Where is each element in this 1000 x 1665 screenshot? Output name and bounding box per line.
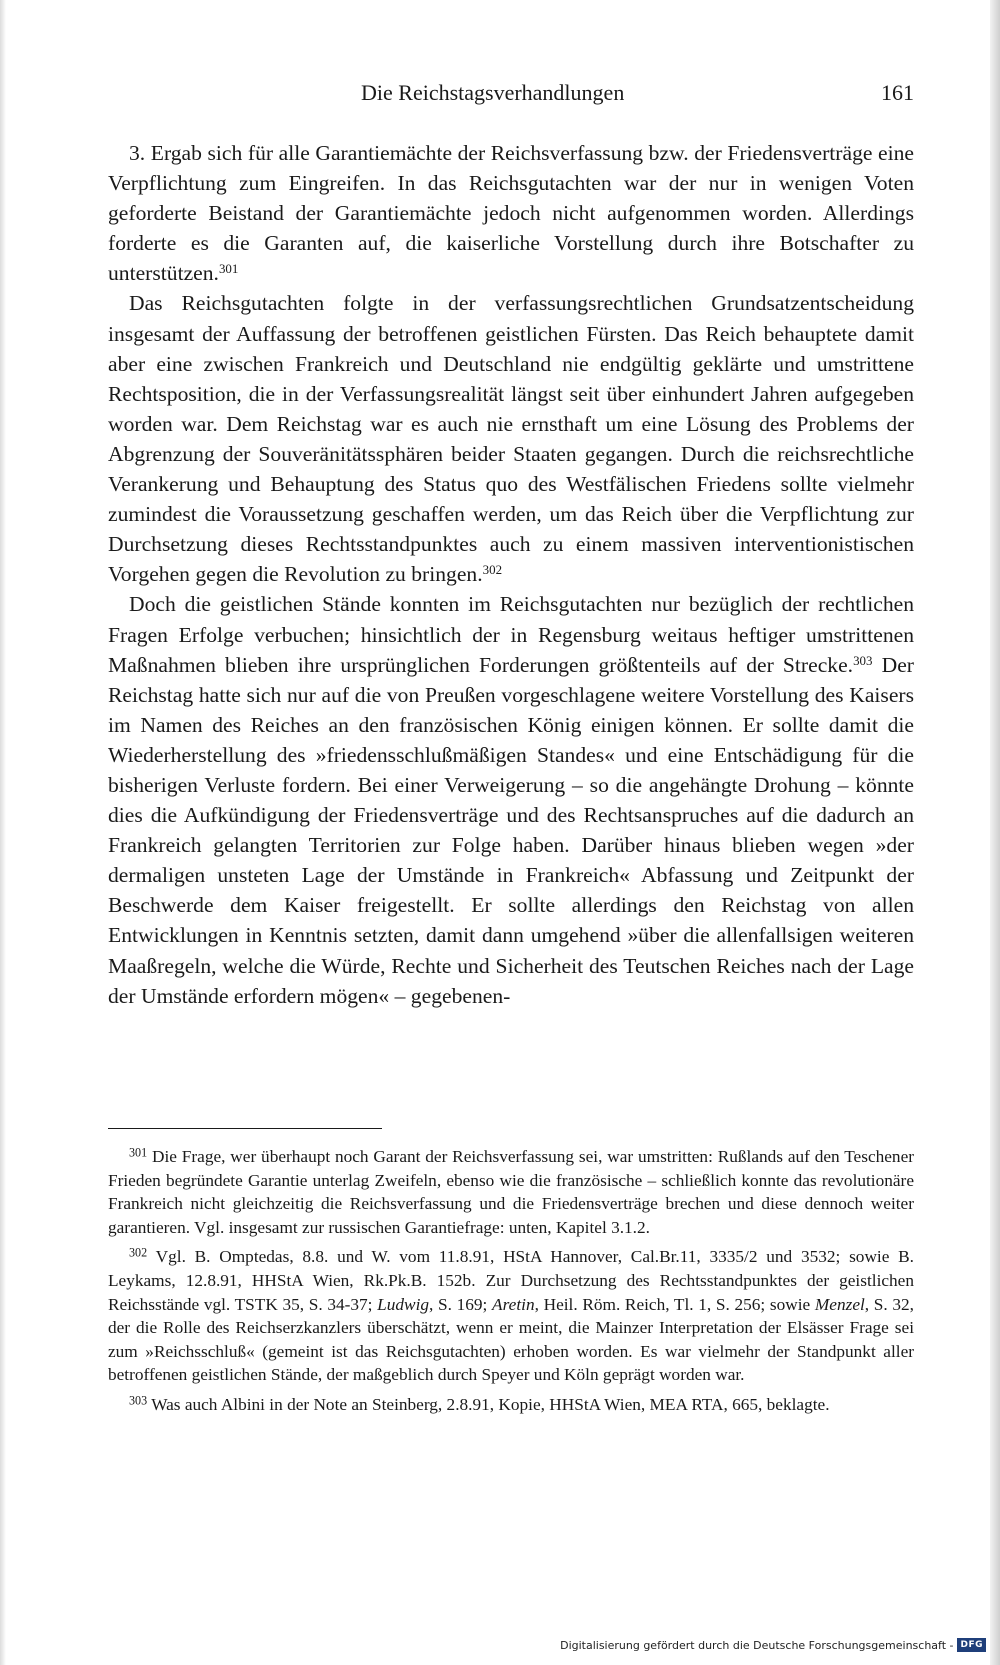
scan-edge-left (0, 0, 6, 1665)
footnote-number: 301 (129, 1145, 148, 1160)
footnote-303 (108, 1393, 914, 1417)
footnote-302 (108, 1245, 914, 1387)
paragraph-1 (108, 138, 914, 288)
page-number: 161 (881, 80, 914, 105)
paragraph-3 (108, 589, 914, 1010)
paragraph-text: 3. Ergab sich für alle Garantiemächte der Reichsverfassung bzw. der Friedensverträge eine Verpflichtung zum Eingreifen. In das Reichsgutachten war der nur in wenigen Voten geforderte Beistand der Garantiemächte jedoch nicht aufgenommen worden. Allerdings forderte es die Garanten auf, die kaiserliche Vorstellung durch ihre Botschafter zu unterstützen. (108, 141, 914, 286)
footnote-divider (108, 1128, 382, 1129)
author-name: Aretin (492, 1294, 535, 1314)
digitization-credit: Digitalisierung gefördert durch die Deutsche Forschungsgemeinschaft - (560, 1638, 954, 1652)
footnote-text: Vgl. B. Omptedas, 8.8. und W. vom 11.8.91, HStA Hannover, Cal.Br.11, 3335/2 und 3532; sowie B. Leykams, 12.8.91, HHStA Wien, Rk.Pk.B. 152b. Zur Durchsetzung des Rechtsstandpunktes der geistlichen Reichsstände vgl. TSTK 35, S. 34-37; (108, 1247, 915, 1314)
footnote-text: Die Frage, wer überhaupt noch Garant der Reichsverfassung sei, war umstritten: Rußlands auf den Teschener Frieden begründete Garantie unterlag Zweifeln, ebenso wie die französische – schließlich konnte das revolutionäre Frankreich nicht gleichzeitig die Reichsverfassung und die Friedensverträge brechen und diese dennoch weiter garantieren. Vgl. insgesamt zur russischen Garantiefrage: unten, Kapitel 3.1.2. (108, 1147, 914, 1237)
footnote-number: 303 (129, 1393, 148, 1408)
dfg-logo-icon: DFG (957, 1638, 986, 1652)
digitization-footer (560, 1635, 986, 1655)
footnotes (108, 1145, 914, 1423)
footnote-ref-303: 303 (853, 652, 873, 668)
footnote-text: , S. 32, der die Rolle des Reichserzkanzlers überschätzt, wenn er meint, die Mainzer Interpretation der Elsässer Frage sei zum »Reichsschluß« (gemeint ist das Reichsgutachten) erhoben worden. Es war vielmehr der Standpunkt aller betroffenen geistlichen Stände, der maßgeblich durch Speyer und Köln geprägt worden war. (108, 1294, 914, 1385)
scan-edge-right (990, 0, 1000, 1665)
running-head-title: Die Reichstagsverhandlungen (361, 80, 625, 105)
running-head (108, 80, 914, 114)
paragraph-text: Doch die geistlichen Stände konnten im Reichsgutachten nur bezüglich der rechtlichen Fragen Erfolge verbuchen; hinsichtlich der in Regensburg weitaus heftiger umstrittenen Maßnahmen blieben ihre ursprünglichen Forderungen größtenteils auf der Strecke. (108, 592, 914, 677)
paragraph-2 (108, 288, 914, 589)
footnote-number: 302 (129, 1245, 148, 1260)
author-name: Menzel (814, 1294, 865, 1314)
footnote-ref-301: 301 (218, 261, 239, 277)
footnote-text: Was auch Albini in der Note an Steinberg, 2.8.91, Kopie, HHStA Wien, MEA RTA, 665, beklagte. (151, 1394, 830, 1414)
footnote-ref-302: 302 (482, 562, 503, 578)
author-name: Ludwig (377, 1294, 430, 1314)
paragraph-text-continued: Der Reichstag hatte sich nur auf die von Preußen vorgeschlagene weitere Vorstellung des Kaisers im Namen des Reiches an den französischen König einigen können. Er sollte damit die Wiederherstellung des »friedensschlußmäßigen Standes« und eine Entschädigung für die bisherigen Verluste fordern. Bei einer Verweigerung – so die angehängte Drohung – könnte dies die Aufkündigung der Friedensverträge und des Rechtsanspruches auf die dadurch an Frankreich gelangten Territorien zur Folge haben. Darüber hinaus blieben wegen »der dermaligen unsteten Lage der Umstände in Frankreich« Abfassung und Zeitpunkt der Beschwerde dem Kaiser freigestellt. Er sollte allerdings den Reichstag von allen Entwicklungen in Kenntnis setzten, damit dann umgehend »über die allenfallsigen weiteren Maaßregeln, welche die Würde, Rechte und Sicherheit des Teutschen Reiches nach der Lage der Umstände erfordern mögen« – gegebenen- (108, 652, 914, 1008)
footnote-text: , Heil. Röm. Reich, Tl. 1, S. 256; sowie (534, 1294, 815, 1314)
paragraph-text: Das Reichsgutachten folgte in der verfassungsrechtlichen Grundsatzentscheidung insgesamt der Auffassung der betroffenen geistlichen Fürsten. Das Reich behauptete damit aber eine zwischen Frankreich und Deutschland nie endgültig geklärte und umstrittene Rechtsposition, die in der Verfassungsrealität längst seit über einhundert Jahren aufgegeben worden war. Dem Reichstag war es auch nie ernsthaft um eine Lösung des Problems der Abgrenzung der Souveränitätssphären beider Staaten gegangen. Durch die reichsrechtliche Verankerung und Behauptung des Status quo des Westfälischen Friedens sollte vielmehr zumindest die Voraussetzung geschaffen werden, um das Reich über die Verpflichtung zur Durchsetzung dieses Rechtsstandpunktes auch zu einem massiven interventionistischen Vorgehen gegen die Revolution zu bringen. (108, 291, 914, 587)
main-text (108, 138, 914, 1011)
footnote-text: , S. 169; (429, 1294, 493, 1314)
footnote-301 (108, 1145, 914, 1239)
